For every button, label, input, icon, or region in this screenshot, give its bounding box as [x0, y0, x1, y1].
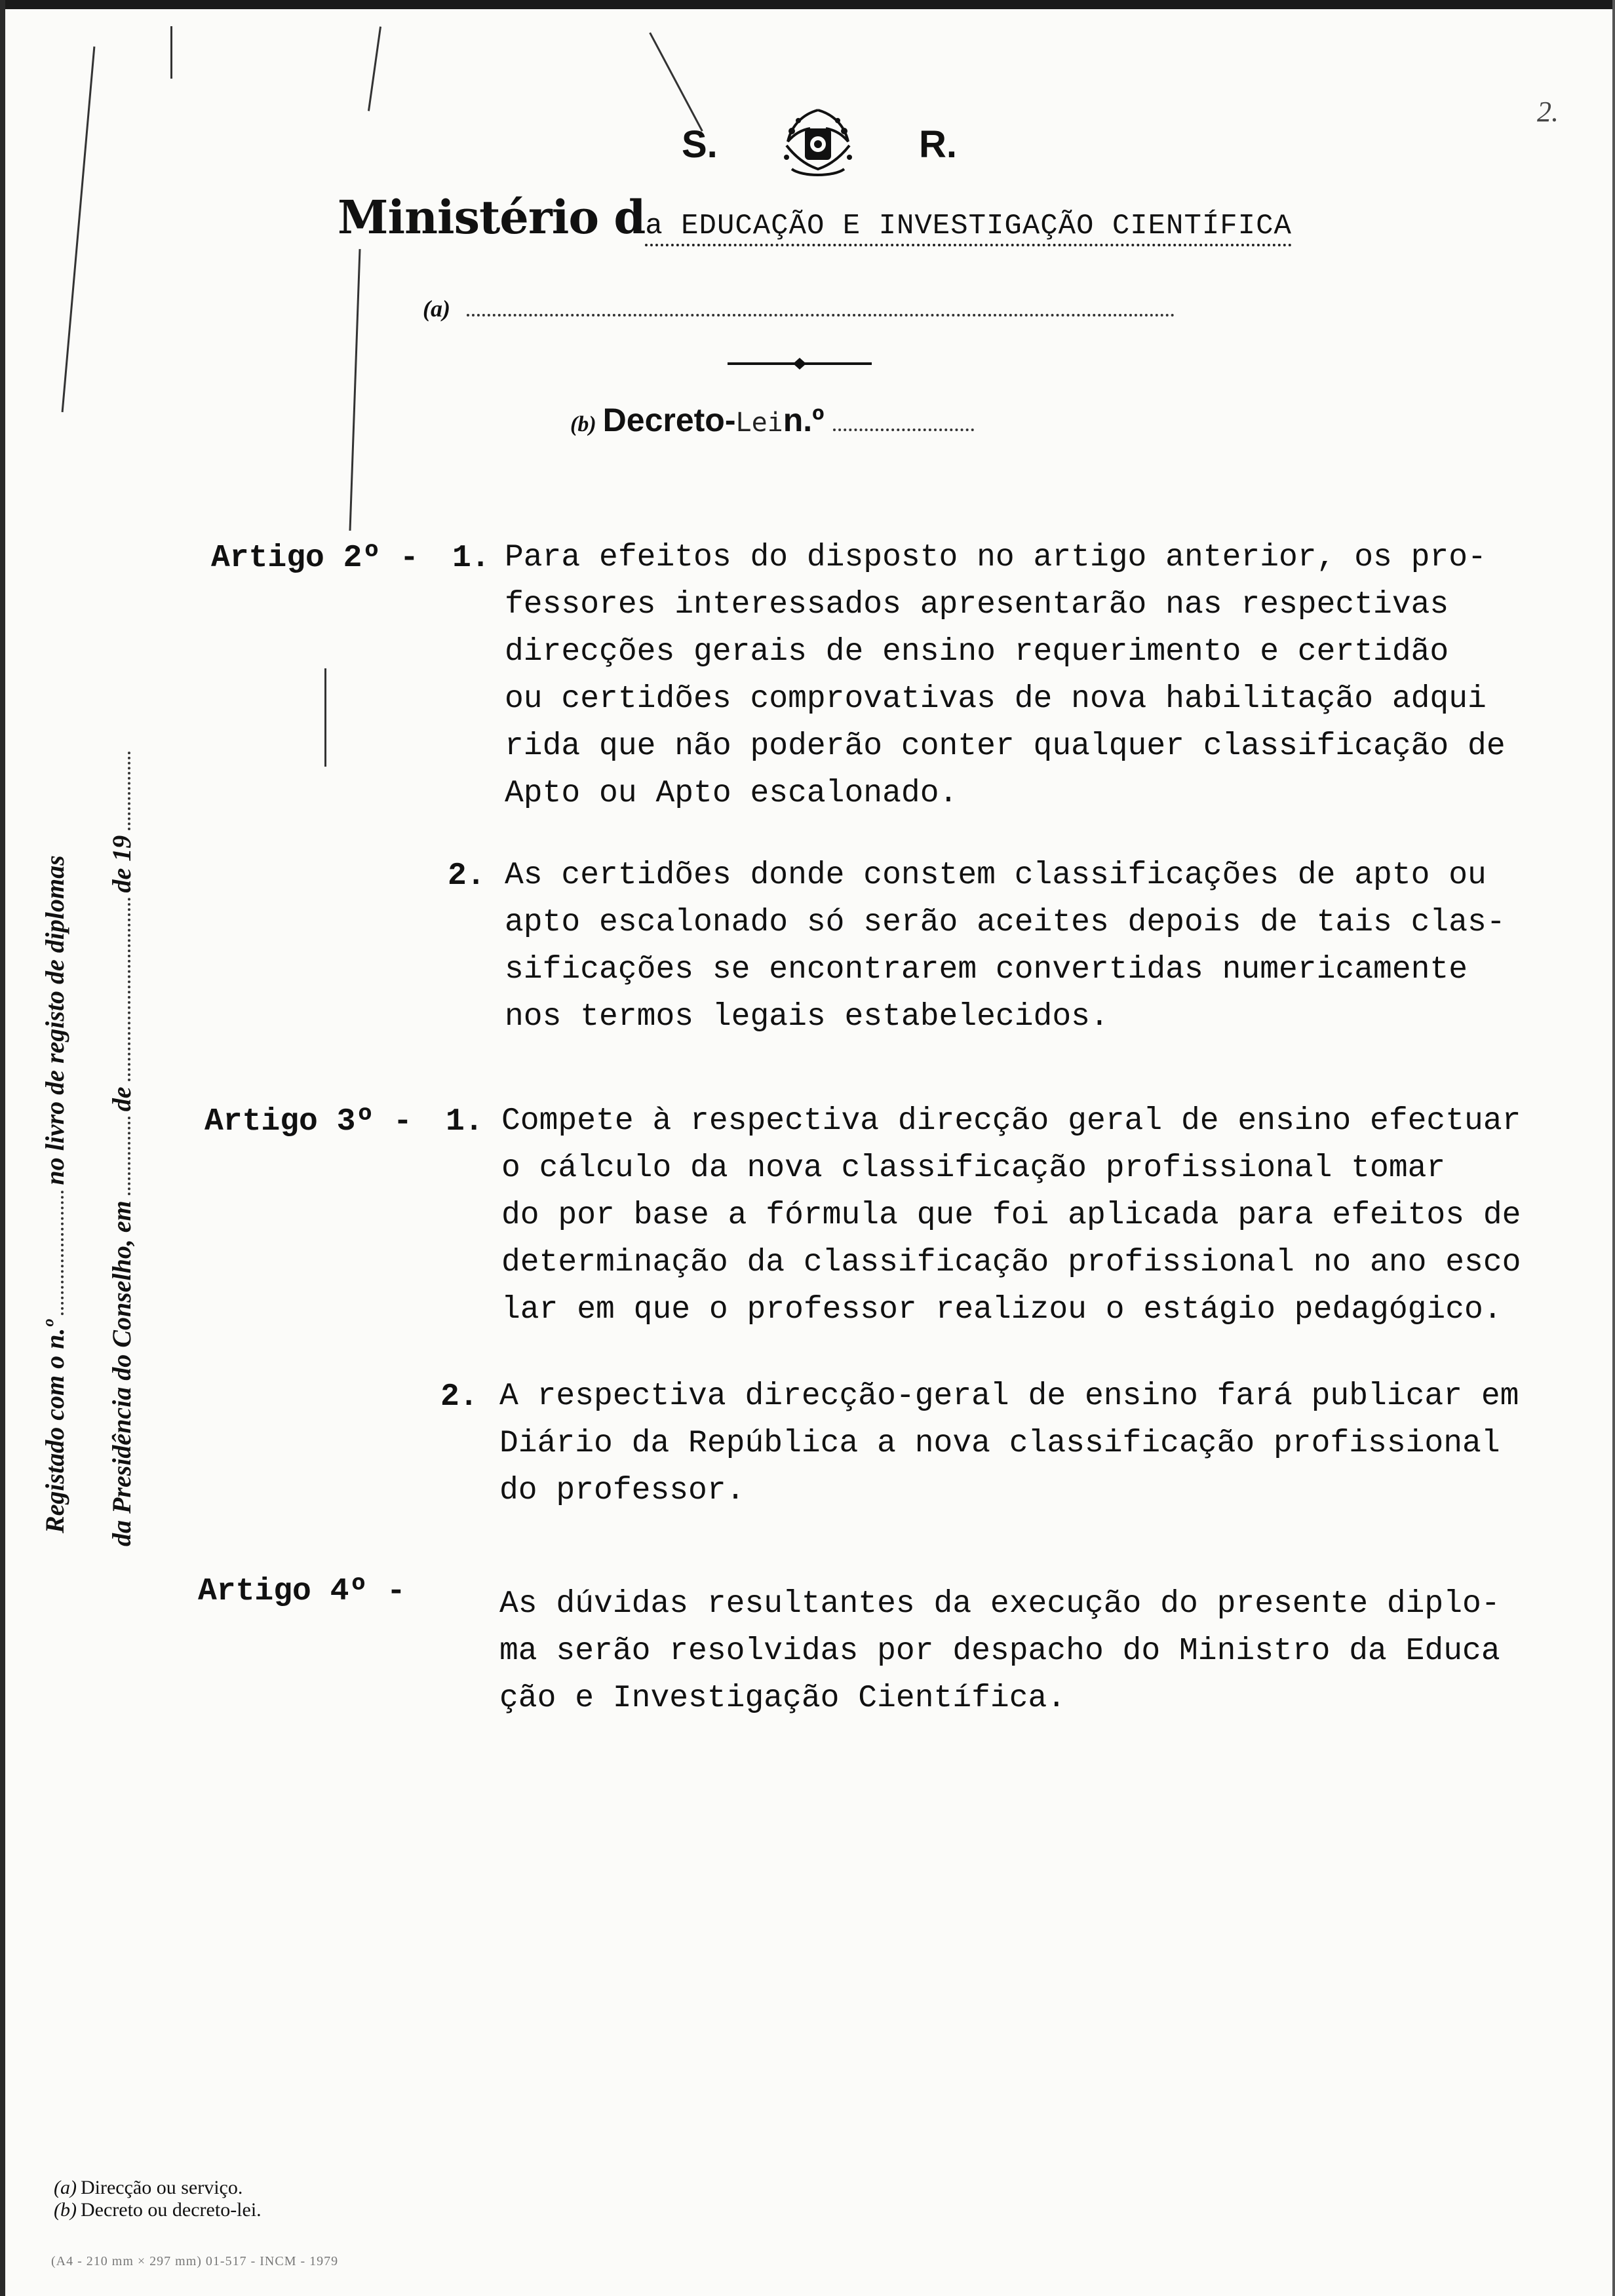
header-letter-r: R. — [919, 123, 957, 166]
footnote-mark: (a) — [54, 2177, 77, 2198]
margin-blank — [61, 1191, 64, 1315]
header-letter-s: S. — [682, 123, 718, 166]
pen-stroke — [170, 26, 172, 79]
paragraph-text: Para efeitos do disposto no artigo anterior, os pro- fessores interessados apresentarão nas respectivas direcções gerais de ensino requerimento e certidão ou certidões comprovativas de nova habilitação adqui rida que não poderão conter qualquer classificação de Apto ou Apto escalonado. — [505, 540, 1506, 811]
margin-blank — [128, 1117, 130, 1195]
ministry-name: a EDUCAÇÃO E INVESTIGAÇÃO CIENTÍFICA — [645, 210, 1292, 246]
footnotes — [54, 2177, 262, 2221]
service-line — [423, 295, 1183, 322]
margin-line1-start: Registado com o n.º — [40, 1320, 69, 1533]
margin-line2-end: de 19 — [107, 835, 136, 893]
article-label: Artigo 4º - — [198, 1574, 406, 1609]
paragraph-text: Compete à respectiva direcção geral de ensino efectuar o cálculo da nova classificação profissional tomar do por base a fórmula que foi aplicada para efeitos de determinação da classificação profissional no ano esco lar em que o professor realizou o estágio pedagógico. — [501, 1103, 1521, 1328]
ministry-label: Ministério d — [338, 190, 646, 244]
paragraph-number: 2. — [440, 1379, 478, 1415]
footnote-a — [54, 2177, 262, 2199]
paragraph-number: 2. — [448, 858, 486, 894]
article-label: Artigo 3º - — [204, 1104, 412, 1139]
coat-of-arms-icon — [772, 105, 864, 183]
paragraph-number: 1. — [446, 1104, 484, 1139]
page-number: 2. — [1537, 96, 1559, 128]
ornament-divider — [728, 354, 872, 373]
print-code: (A4 - 210 mm × 297 mm) 01-517 - INCM - 1979 — [51, 2254, 339, 2268]
footnote-b — [54, 2199, 262, 2221]
margin-blank — [128, 752, 130, 830]
margin-line-2 — [106, 746, 137, 1546]
service-mark: (a) — [423, 296, 450, 322]
service-blank — [467, 314, 1175, 316]
margin-line2-mid: de — [107, 1086, 136, 1112]
pen-stroke — [349, 249, 360, 531]
paragraph-text: A respectiva direcção-geral de ensino fará publicar em Diário da República a nova classificação profissional do professor. — [499, 1379, 1519, 1508]
margin-blank — [128, 898, 130, 1081]
registration-margin-note — [20, 590, 164, 1559]
footnote-text: Direcção ou serviço. — [80, 2177, 243, 2198]
scan-edge-left — [0, 0, 5, 2296]
pen-stroke — [324, 668, 326, 767]
margin-line2-start: da Presidência do Conselho, em — [107, 1200, 136, 1546]
decree-number-label: n.º — [783, 402, 825, 438]
paragraph-text: As certidões donde constem classificações de apto ou apto escalonado só serão aceites depois de tais clas- sificações se encontrarem convertidas numericamente nos termos legais estabelecidos. — [505, 858, 1506, 1035]
footnote-mark: (b) — [54, 2199, 77, 2221]
paragraph-number: 1. — [452, 541, 490, 576]
ministry-heading — [338, 190, 1386, 244]
pen-stroke — [62, 47, 96, 412]
decree-number-blank — [833, 429, 974, 431]
footnote-text: Decreto ou decreto-lei. — [80, 2199, 262, 2221]
scan-edge-top — [0, 0, 1615, 9]
paragraph-text: As dúvidas resultantes da execução do presente diplo- ma serão resolvidas por despacho do Ministro da Educa ção e Investigação Científica. — [499, 1586, 1500, 1716]
article-label: Artigo 2º - — [211, 541, 419, 576]
republic-header — [682, 105, 957, 183]
pen-stroke — [368, 26, 381, 111]
margin-line1-mid: no livro de registo de diplomas — [40, 855, 69, 1185]
decree-handwritten: Lei — [735, 408, 783, 438]
decree-label: Decreto- — [602, 402, 736, 438]
margin-line-1 — [39, 855, 70, 1533]
decree-line — [570, 401, 974, 439]
decree-mark: (b) — [570, 412, 596, 436]
